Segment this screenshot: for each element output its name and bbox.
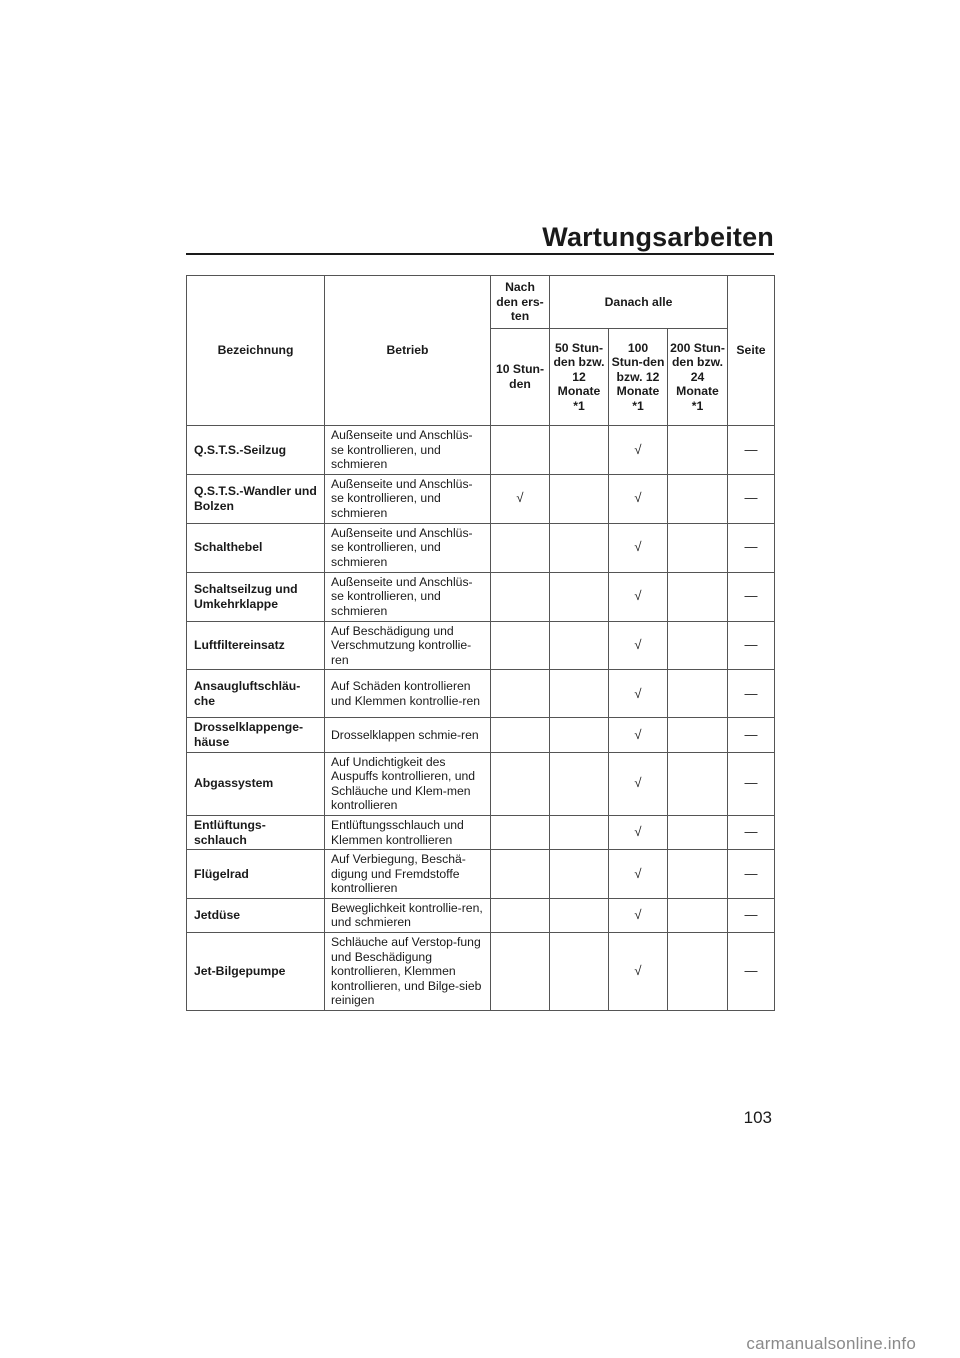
row-operation: Beweglichkeit kontrollie-ren, und schmieren <box>325 898 491 932</box>
row-check-50h <box>550 523 609 572</box>
row-check-10h <box>491 752 550 815</box>
watermark: carmanualsonline.info <box>746 1334 916 1353</box>
row-check-200h <box>668 523 728 572</box>
row-check-50h <box>550 815 609 849</box>
row-name: Luftfiltereinsatz <box>187 621 325 670</box>
page-number: 103 <box>743 1108 772 1127</box>
row-check-100h: √ <box>609 426 668 475</box>
header-danach-alle: Danach alle <box>550 276 728 329</box>
title-rule <box>186 253 774 255</box>
row-check-100h: √ <box>609 850 668 899</box>
row-operation: Drosselklappen schmie-ren <box>325 718 491 752</box>
table-row <box>187 621 775 670</box>
row-check-200h <box>668 670 728 718</box>
header-100-stunden: 100 Stun-den bzw. 12 Monate *1 <box>609 329 668 426</box>
row-check-10h <box>491 426 550 475</box>
row-check-200h <box>668 933 728 1011</box>
row-name: Flügelrad <box>187 850 325 899</box>
row-check-10h <box>491 718 550 752</box>
row-operation: Auf Undichtigkeit des Auspuffs kontrollieren, und Schläuche und Klem-men kontrollieren <box>325 752 491 815</box>
row-check-200h <box>668 815 728 849</box>
row-check-50h <box>550 426 609 475</box>
row-check-10h <box>491 670 550 718</box>
row-name: Entlüftungs-schlauch <box>187 815 325 849</box>
row-check-10h <box>491 572 550 621</box>
row-operation: Außenseite und Anschlüs-se kontrollieren, und schmieren <box>325 426 491 475</box>
row-operation: Außenseite und Anschlüs-se kontrollieren, und schmieren <box>325 474 491 523</box>
table-body <box>187 426 775 1011</box>
row-seite: — <box>728 621 775 670</box>
row-check-200h <box>668 426 728 475</box>
row-check-100h: √ <box>609 815 668 849</box>
row-check-200h <box>668 898 728 932</box>
row-check-100h: √ <box>609 572 668 621</box>
row-check-50h <box>550 670 609 718</box>
row-check-50h <box>550 850 609 899</box>
row-check-200h <box>668 474 728 523</box>
table-row <box>187 523 775 572</box>
row-check-50h <box>550 621 609 670</box>
row-check-200h <box>668 752 728 815</box>
table-row <box>187 670 775 718</box>
table-row <box>187 815 775 849</box>
row-check-50h <box>550 572 609 621</box>
row-seite: — <box>728 850 775 899</box>
row-seite: — <box>728 670 775 718</box>
row-name: Jet-Bilgepumpe <box>187 933 325 1011</box>
row-operation: Außenseite und Anschlüs-se kontrollieren, und schmieren <box>325 523 491 572</box>
row-operation: Auf Verbiegung, Beschä-digung und Fremdstoffe kontrollieren <box>325 850 491 899</box>
header-200-stunden: 200 Stun-den bzw. 24 Monate *1 <box>668 329 728 426</box>
row-name: Q.S.T.S.-Seilzug <box>187 426 325 475</box>
row-operation: Auf Beschädigung und Verschmutzung kontrollie-ren <box>325 621 491 670</box>
maintenance-table <box>186 275 775 1011</box>
table-row <box>187 898 775 932</box>
row-check-50h <box>550 752 609 815</box>
row-check-10h <box>491 933 550 1011</box>
row-check-100h: √ <box>609 523 668 572</box>
row-seite: — <box>728 426 775 475</box>
row-check-100h: √ <box>609 933 668 1011</box>
row-name: Jetdüse <box>187 898 325 932</box>
table-row <box>187 933 775 1011</box>
header-betrieb: Betrieb <box>325 276 491 426</box>
row-check-100h: √ <box>609 898 668 932</box>
row-seite: — <box>728 718 775 752</box>
header-seite: Seite <box>728 276 775 426</box>
row-seite: — <box>728 572 775 621</box>
table-header <box>187 276 775 426</box>
row-check-50h <box>550 718 609 752</box>
header-50-stunden: 50 Stun-den bzw. 12 Monate *1 <box>550 329 609 426</box>
table-row <box>187 426 775 475</box>
table-row <box>187 718 775 752</box>
row-check-10h <box>491 850 550 899</box>
row-check-100h: √ <box>609 621 668 670</box>
row-operation: Entlüftungsschlauch und Klemmen kontrollieren <box>325 815 491 849</box>
row-operation: Schläuche auf Verstop-fung und Beschädigung kontrollieren, Klemmen kontrollieren, und Bilge-sieb reinigen <box>325 933 491 1011</box>
row-name: Schaltseilzug und Umkehrklappe <box>187 572 325 621</box>
row-check-10h <box>491 815 550 849</box>
row-name: Schalthebel <box>187 523 325 572</box>
row-name: Abgassystem <box>187 752 325 815</box>
row-seite: — <box>728 523 775 572</box>
row-check-100h: √ <box>609 752 668 815</box>
header-nach-den-ersten: Nach den ers-ten <box>491 276 550 329</box>
row-check-100h: √ <box>609 718 668 752</box>
page-title: Wartungsarbeiten <box>542 222 774 252</box>
row-check-100h: √ <box>609 474 668 523</box>
row-check-200h <box>668 621 728 670</box>
table-row <box>187 474 775 523</box>
row-seite: — <box>728 752 775 815</box>
table-row <box>187 752 775 815</box>
table-row <box>187 572 775 621</box>
row-check-200h <box>668 850 728 899</box>
row-seite: — <box>728 474 775 523</box>
row-check-10h <box>491 523 550 572</box>
row-check-50h <box>550 474 609 523</box>
row-operation: Außenseite und Anschlüs-se kontrollieren, und schmieren <box>325 572 491 621</box>
header-10-stunden: 10 Stun-den <box>491 329 550 426</box>
row-seite: — <box>728 898 775 932</box>
row-check-10h <box>491 898 550 932</box>
row-check-50h <box>550 933 609 1011</box>
row-check-50h <box>550 898 609 932</box>
row-name: Ansaugluftschläu-che <box>187 670 325 718</box>
row-check-10h: √ <box>491 474 550 523</box>
row-seite: — <box>728 815 775 849</box>
row-check-10h <box>491 621 550 670</box>
table-row <box>187 850 775 899</box>
row-check-200h <box>668 572 728 621</box>
row-name: Drosselklappenge-häuse <box>187 718 325 752</box>
row-check-100h: √ <box>609 670 668 718</box>
row-seite: — <box>728 933 775 1011</box>
header-bezeichnung: Bezeichnung <box>187 276 325 426</box>
row-name: Q.S.T.S.-Wandler und Bolzen <box>187 474 325 523</box>
row-check-200h <box>668 718 728 752</box>
row-operation: Auf Schäden kontrollieren und Klemmen kontrollie-ren <box>325 670 491 718</box>
